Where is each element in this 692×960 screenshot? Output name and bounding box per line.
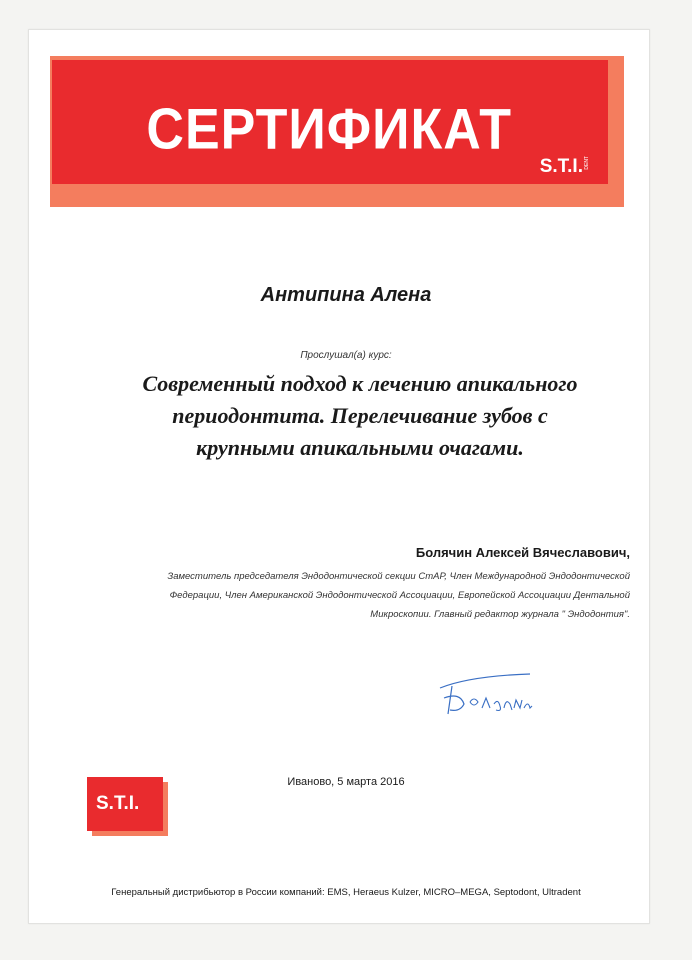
course-title-line: крупными апикальными очагами.: [196, 435, 524, 460]
lecturer-name: Болячин Алексей Вячеславович,: [415, 545, 630, 560]
lecturer-description-line: Микроскопии. Главный редактор журнала " Эндодонтия".: [370, 609, 630, 620]
course-title: [80, 368, 640, 464]
distributor-footer: Генеральный дистрибьютор в России компаний: EMS, Heraeus Kulzer, MICRO–MEGA, Septodont, Ultradent: [111, 887, 581, 898]
course-title-line: периодонтита. Перелечивание зубов с: [172, 403, 548, 428]
sti-logo-banner: [540, 156, 590, 178]
handwritten-signature: [430, 668, 540, 728]
lecturer-description-line: Заместитель председателя Эндодонтической секции СтАР, Член Международной Эндодонтической: [167, 571, 630, 582]
place-and-date: Иваново, 5 марта 2016: [287, 776, 405, 788]
lecturer-description-line: Федерации, Член Американской Эндодонтической Ассоциации, Европейской Ассоциации Дентальной: [169, 590, 630, 601]
certificate-title: СЕРТИФИКАТ: [146, 98, 512, 162]
lecturer-description: [80, 567, 630, 624]
sti-logo-bottom: [87, 777, 169, 837]
sti-logo-bottom-text: S.T.I.: [96, 793, 140, 814]
course-title-line: Современный подход к лечению апикального: [142, 371, 578, 396]
sti-logo-text: S.T.I.: [539, 156, 583, 177]
certificate-banner: [52, 60, 608, 184]
course-label: Прослушал(а) курс:: [300, 350, 392, 361]
sti-logo-sub: DENT: [584, 156, 590, 170]
recipient-name: Антипина Алена: [260, 284, 432, 306]
